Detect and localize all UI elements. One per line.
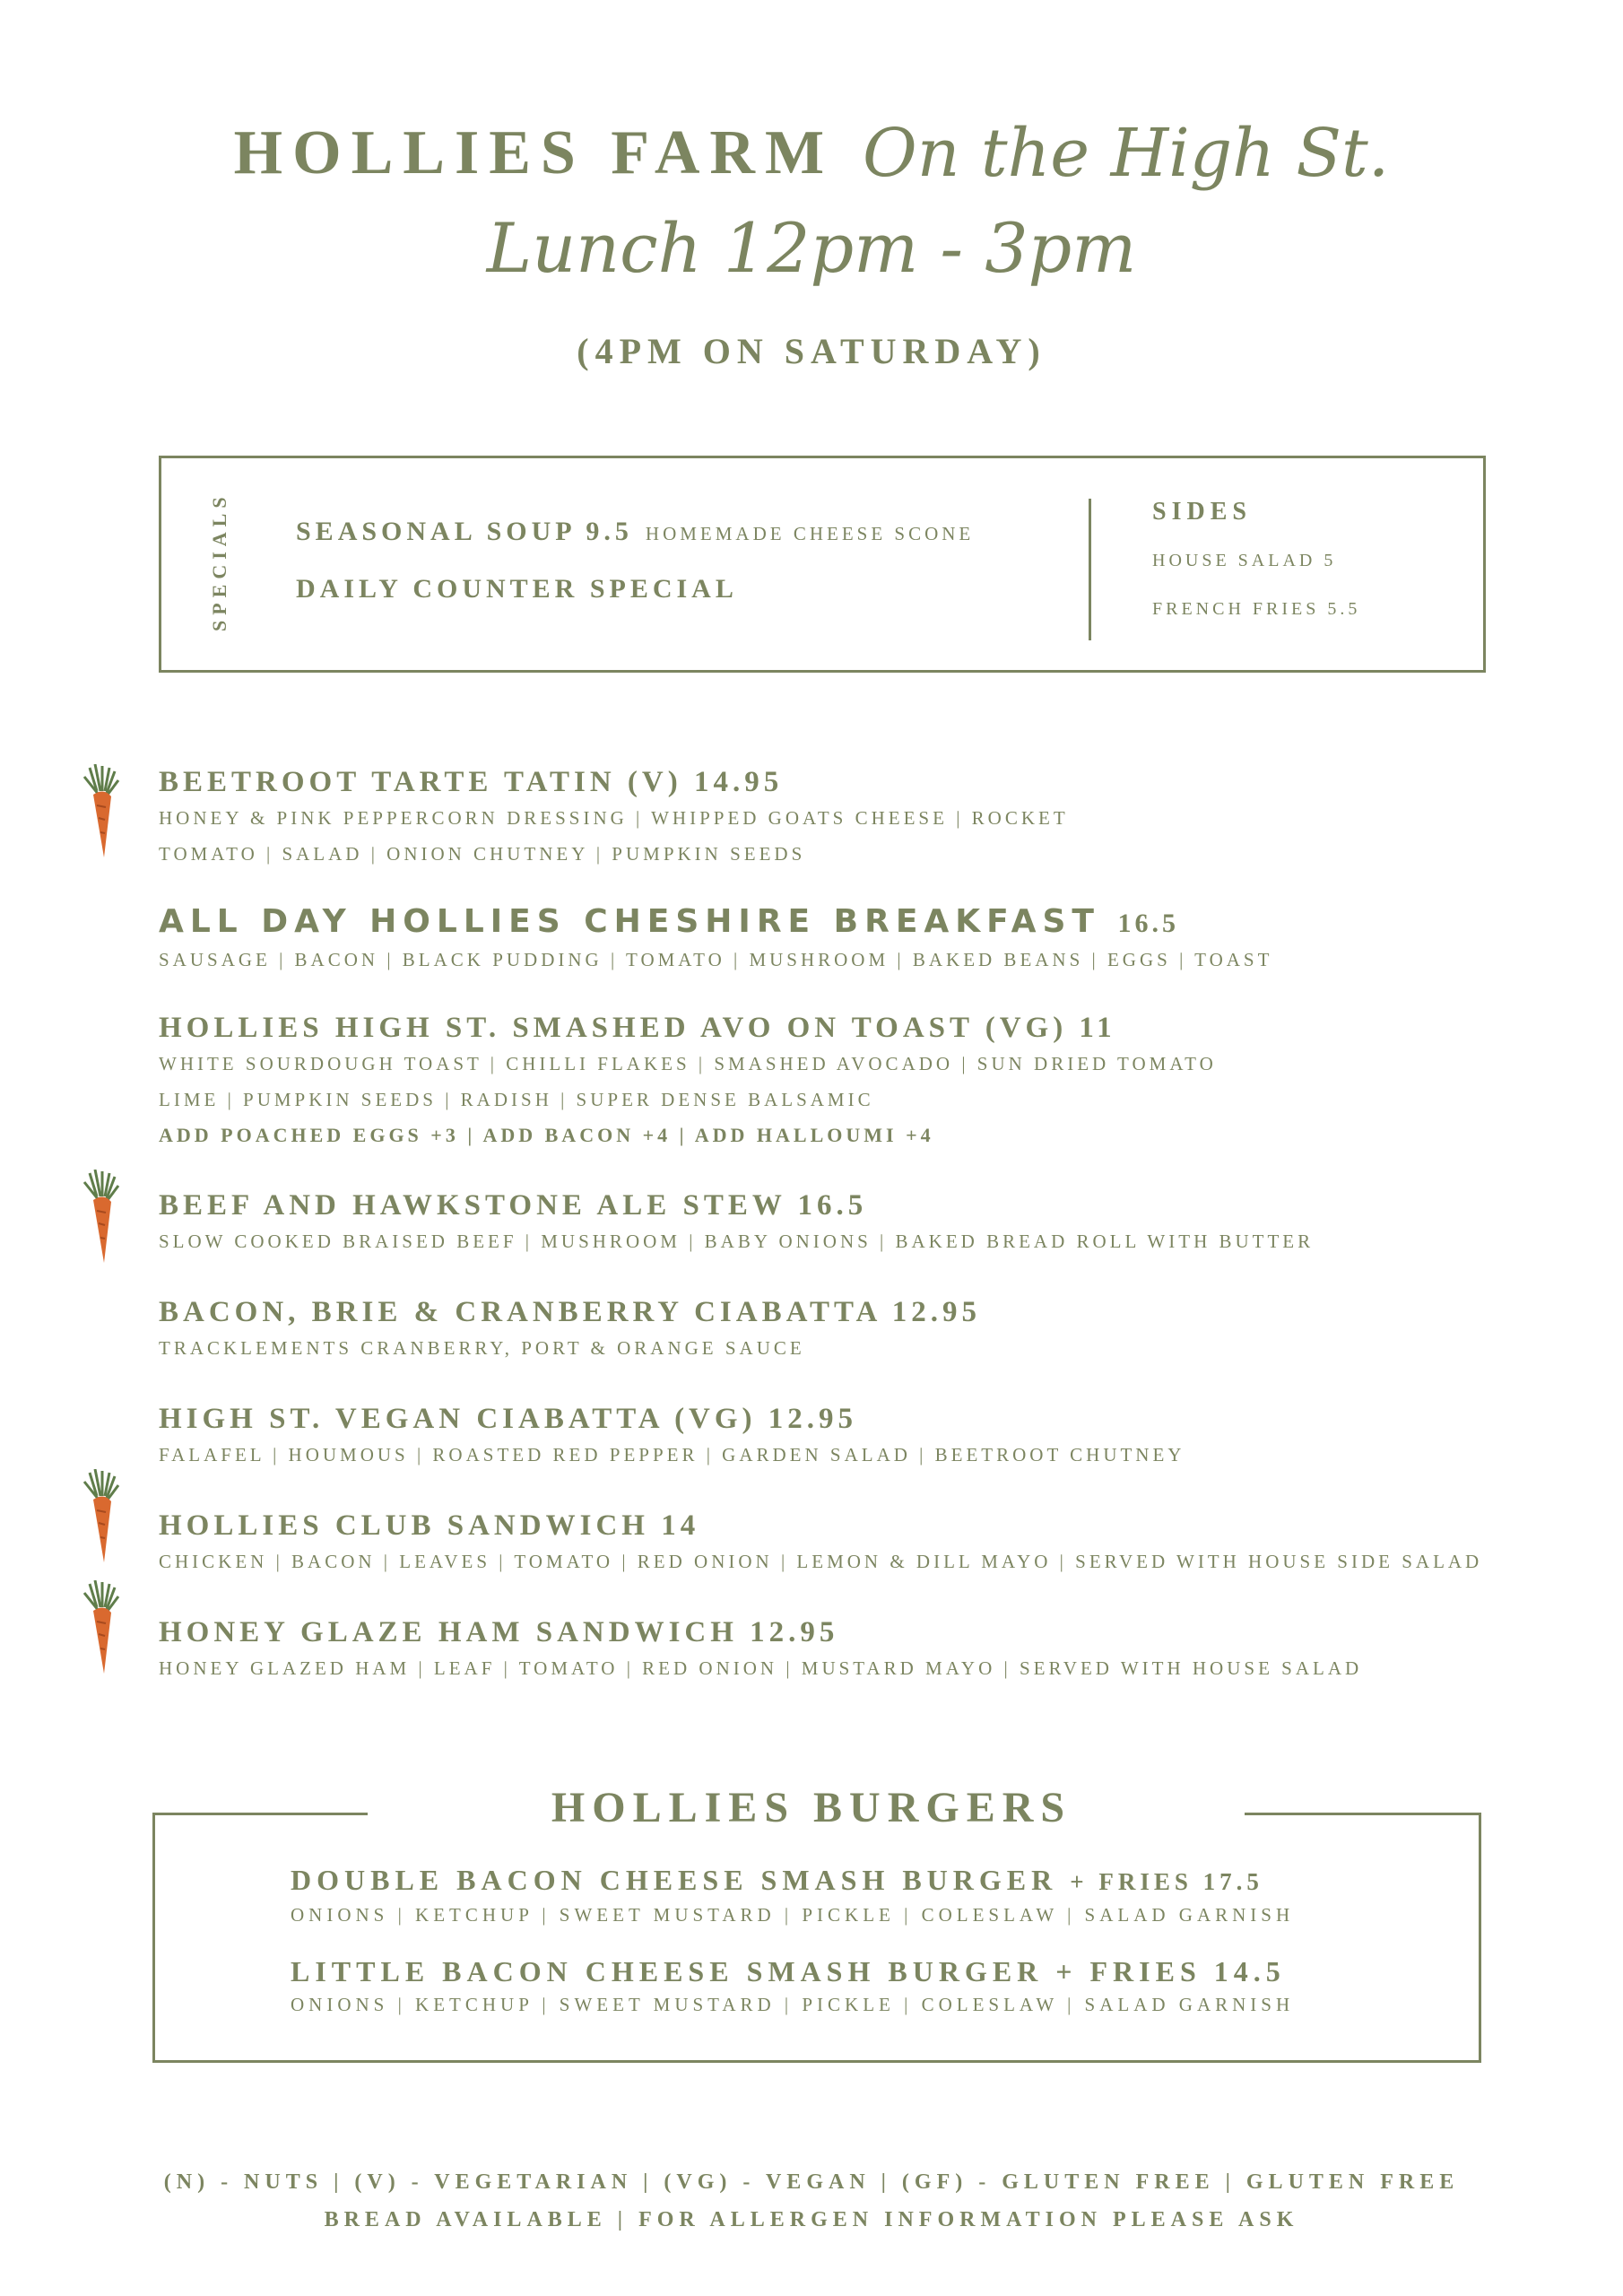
menu-item-beetroot-tarte	[159, 764, 1069, 872]
burger-item-little	[291, 1953, 1294, 2020]
menu-item-price: 16.5	[1117, 909, 1180, 938]
menu-item-club-sandwich	[159, 1508, 1482, 1579]
menu-item-title: BACON, BRIE & CRANBERRY CIABATTA 12.95	[159, 1296, 982, 1328]
menu-item-desc: WHITE SOURDOUGH TOAST | CHILLI FLAKES | SMASHED AVOCADO | SUN DRIED TOMATO	[159, 1053, 1217, 1074]
seasonal-soup-note: HOMEMADE CHEESE SCONE	[645, 523, 975, 544]
menu-item-bacon-brie-ciabatta	[159, 1294, 981, 1366]
menu-item-title: HONEY GLAZE HAM SANDWICH 12.95	[159, 1616, 839, 1648]
menu-item-ham-sandwich	[159, 1614, 1362, 1686]
burger-title	[291, 1862, 1294, 1900]
burger-desc: ONIONS | KETCHUP | SWEET MUSTARD | PICKLE | COLESLAW | SALAD GARNISH	[291, 1904, 1295, 1926]
daily-counter-label: DAILY COUNTER SPECIAL	[296, 574, 738, 604]
menu-item-desc: CHICKEN | BACON | LEAVES | TOMATO | RED ONION | LEMON & DILL MAYO | SERVED WITH HOUSE SIDE SALAD	[159, 1551, 1483, 1572]
menu-item-desc: HONEY GLAZED HAM | LEAF | TOMATO | RED ONION | MUSTARD MAYO | SERVED WITH HOUSE SALAD	[159, 1657, 1363, 1679]
menu-item-title: HIGH ST. VEGAN CIABATTA (VG) 12.95	[159, 1403, 858, 1435]
sides-title: SIDES	[1152, 498, 1252, 526]
menu-item-desc: HONEY & PINK PEPPERCORN DRESSING | WHIPPED GOATS CHEESE | ROCKET	[159, 807, 1069, 829]
side-item-house-salad: HOUSE SALAD 5	[1152, 551, 1337, 570]
brand-name: HOLLIES FARM	[233, 118, 835, 187]
carrot-icon	[81, 1469, 126, 1566]
menu-item-title: HOLLIES CLUB SANDWICH 14	[159, 1509, 700, 1542]
burger-name: LITTLE BACON CHEESE SMASH BURGER + FRIES 14.5	[291, 1955, 1286, 1987]
menu-item-desc: TOMATO | SALAD | ONION CHUTNEY | PUMPKIN SEEDS	[159, 843, 806, 865]
specials-label: SPECIALS	[208, 491, 230, 631]
saturday-hours: (4PM ON SATURDAY)	[577, 331, 1046, 371]
menu-item-desc: FALAFEL | HOUMOUS | ROASTED RED PEPPER | GARDEN SALAD | BEETROOT CHUTNEY	[159, 1444, 1185, 1465]
burger-extra: + FRIES 17.5	[1070, 1868, 1263, 1895]
menu-item-desc: SAUSAGE | BACON | BLACK PUDDING | TOMATO | MUSHROOM | BAKED BEANS | EGGS | TOAST	[159, 949, 1273, 970]
seasonal-soup-title: SEASONAL SOUP 9.5	[296, 517, 633, 546]
burger-name: DOUBLE BACON CHEESE SMASH BURGER	[291, 1864, 1058, 1896]
menu-item-desc: SLOW COOKED BRAISED BEEF | MUSHROOM | BABY ONIONS | BAKED BREAD ROLL WITH BUTTER	[159, 1231, 1315, 1252]
menu-item-desc: LIME | PUMPKIN SEEDS | RADISH | SUPER DENSE BALSAMIC	[159, 1089, 874, 1110]
daily-counter-special	[296, 574, 738, 604]
burgers-box	[152, 1813, 1481, 2063]
menu-item-desc: TRACKLEMENTS CRANBERRY, PORT & ORANGE SAUCE	[159, 1337, 805, 1359]
burger-title	[291, 1953, 1294, 1989]
allergen-footer-line-2: BREAD AVAILABLE | FOR ALLERGEN INFORMATION PLEASE ASK	[324, 2208, 1299, 2231]
brand-tagline: On the High St.	[863, 115, 1390, 192]
burgers-title: HOLLIES BURGERS	[551, 1784, 1072, 1831]
carrot-icon	[81, 1580, 126, 1677]
allergen-footer-line-1: (N) - NUTS | (V) - VEGETARIAN | (VG) - VEGAN | (GF) - GLUTEN FREE | GLUTEN FREE	[163, 2170, 1460, 2194]
burger-item-double	[291, 1862, 1294, 1930]
seasonal-soup	[296, 517, 974, 547]
lunch-hours: Lunch 12pm - 3pm	[486, 208, 1137, 288]
menu-item-name: ALL DAY HOLLIES CHESHIRE BREAKFAST	[159, 903, 1100, 940]
menu-item-addons: ADD POACHED EGGS +3 | ADD BACON +4 | ADD HALLOUMI +4	[159, 1124, 934, 1146]
menu-item-smashed-avo	[159, 1010, 1217, 1153]
menu-item-cheshire-breakfast	[159, 904, 1272, 978]
menu-item-vegan-ciabatta	[159, 1401, 1185, 1473]
burger-desc: ONIONS | KETCHUP | SWEET MUSTARD | PICKLE | COLESLAW | SALAD GARNISH	[291, 1994, 1295, 2015]
carrot-icon	[81, 1170, 126, 1266]
side-item-french-fries: FRENCH FRIES 5.5	[1152, 599, 1361, 619]
carrot-icon	[81, 764, 126, 861]
menu-item-title	[159, 904, 1272, 942]
specials-divider	[1089, 499, 1091, 640]
menu-item-title: BEETROOT TARTE TATIN (V) 14.95	[159, 766, 784, 798]
menu-item-title: HOLLIES HIGH ST. SMASHED AVO ON TOAST (VG) 11	[159, 1012, 1116, 1044]
menu-item-title: BEEF AND HAWKSTONE ALE STEW 16.5	[159, 1189, 868, 1222]
header	[0, 115, 1623, 213]
menu-item-beef-stew	[159, 1187, 1314, 1259]
